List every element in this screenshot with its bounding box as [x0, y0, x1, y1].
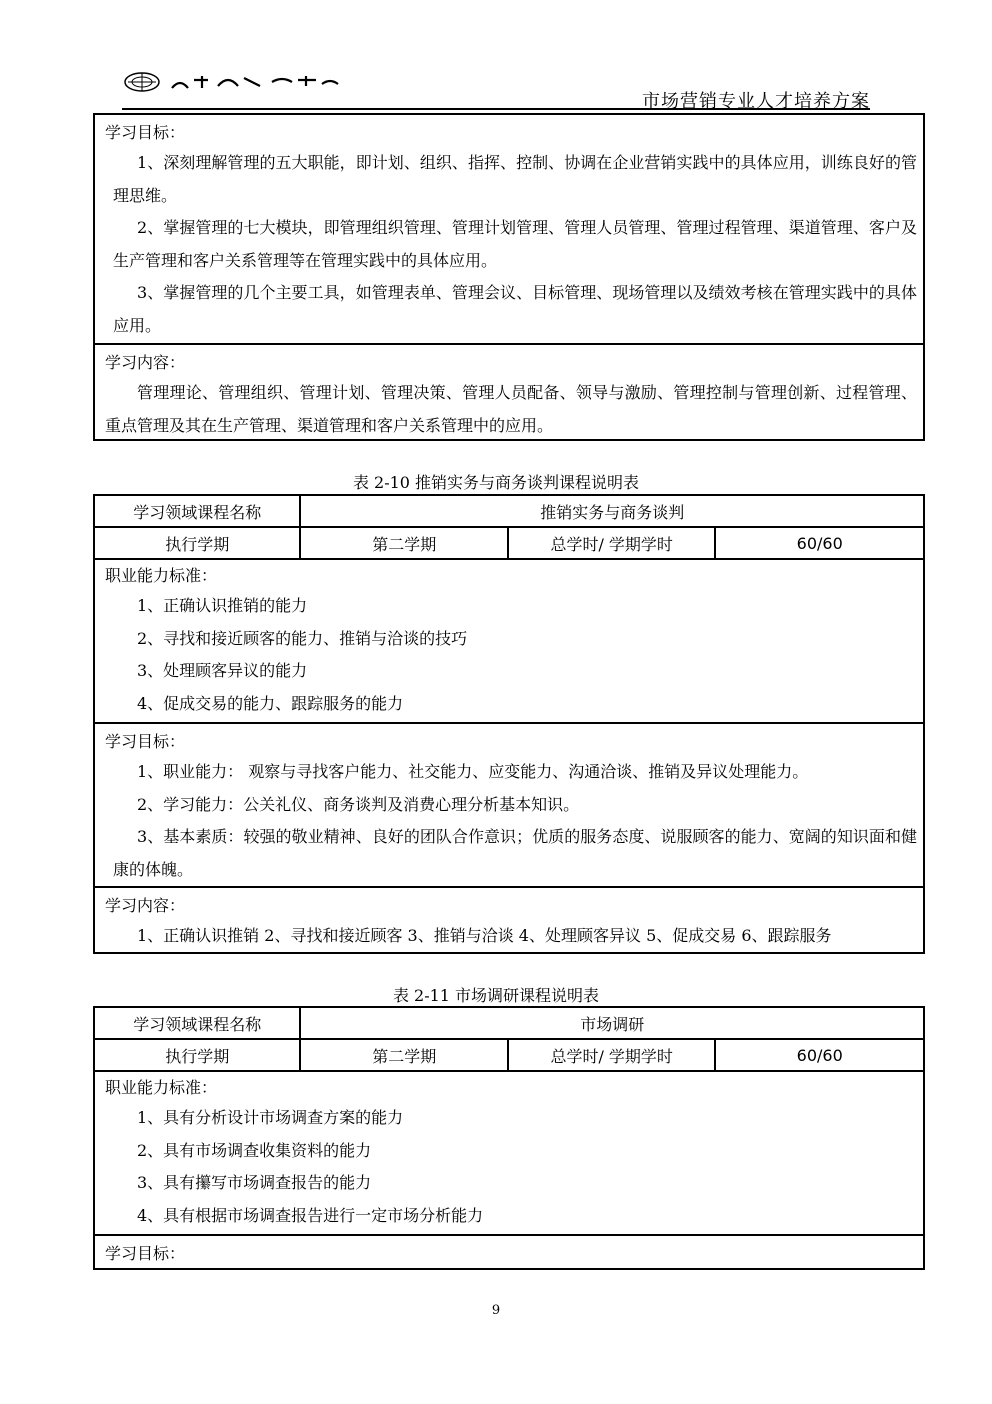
goal-item: 1、职业能力： 观察与寻找客户能力、社交能力、应变能力、沟通洽谈、推销及异议处理能力。: [137, 762, 809, 781]
standard-item: 2、具有市场调查收集资料的能力: [137, 1140, 372, 1160]
term-label: 执行学期: [94, 527, 300, 559]
term-value: 第二学期: [300, 527, 507, 559]
hours-label: 总学时/ 学期学时: [508, 527, 715, 559]
standard-item: 3、处理顾客异议的能力: [137, 661, 308, 680]
learning-content-text: 管理理论、管理组织、管理计划、管理决策、管理人员配备、领导与激励、管理控制与管理创新、过程管理、重点管理及其在生产管理、渠道管理和客户关系管理中的应用。: [105, 383, 917, 435]
standard-item: 1、具有分析设计市场调查方案的能力: [137, 1108, 404, 1127]
course-info-table: [93, 494, 925, 560]
table-row: [94, 1007, 924, 1039]
standard-item: 4、具有根据市场调查报告进行一定市场分析能力: [137, 1205, 484, 1225]
document-title: 市场营销专业人才培养方案: [642, 91, 870, 112]
goal-item: 3、掌握管理的几个主要工具，如管理表单、管理会议、目标管理、现场管理以及绩效考核在管理实践中的具体应用。: [113, 283, 917, 335]
school-logo-icon: [122, 70, 342, 94]
course-detail-block: [93, 1070, 925, 1270]
table-caption: 表 2-11 市场调研课程说明表: [392, 986, 600, 1005]
ability-standard-section: [95, 1070, 923, 1236]
course-info-table: [93, 1006, 925, 1072]
ability-standard-section: [95, 558, 923, 724]
standard-item: 2、寻找和接近顾客的能力、推销与洽谈的技巧: [137, 628, 468, 648]
header-rule: [122, 108, 870, 110]
learning-content-text: 1、正确认识推销 2、寻找和接近顾客 3、推销与洽谈 4、处理顾客异议 5、促成交易 6、跟踪服务: [137, 926, 832, 945]
course-detail-block: [93, 558, 925, 954]
learning-content-label: 学习内容：: [105, 896, 186, 915]
hours-value: 60/60: [715, 1039, 924, 1071]
learning-content-section: [95, 888, 923, 953]
hours-label: 总学时/ 学期学时: [508, 1039, 715, 1071]
learning-goals-label: 学习目标：: [105, 1244, 186, 1263]
course-name-label: 学习领域课程名称: [94, 1007, 300, 1039]
learning-goals-section: [95, 115, 923, 345]
goal-item: 1、深刻理解管理的五大职能，即计划、组织、指挥、控制、协调在企业营销实践中的具体应用，训练良好的管理思维。: [113, 153, 917, 205]
page-number: 9: [491, 1303, 501, 1318]
learning-goals-label: 学习目标：: [105, 732, 186, 751]
page-header: [122, 66, 870, 110]
goal-item: 2、学习能力：公关礼仪、商务谈判及消费心理分析基本知识。: [137, 794, 580, 814]
goal-item: 3、基本素质：较强的敬业精神、良好的团队合作意识；优质的服务态度、说服顾客的能力、宽阔的知识面和健康的体魄。: [113, 827, 917, 879]
learning-goals-section: [95, 724, 923, 888]
course-name-label: 学习领域课程名称: [94, 495, 300, 527]
standard-item: 3、具有攥写市场调查报告的能力: [137, 1173, 372, 1192]
learning-content-label: 学习内容：: [105, 353, 186, 372]
management-course-block: [93, 113, 925, 441]
goal-item: 2、掌握管理的七大模块，即管理组织管理、管理计划管理、管理人员管理、管理过程管理、渠道管理、客户及生产管理和客户关系管理等在管理实践中的具体应用。: [113, 218, 917, 270]
learning-content-section: [95, 345, 923, 442]
standard-item: 1、正确认识推销的能力: [137, 596, 308, 615]
ability-standard-label: 职业能力标准：: [105, 566, 218, 585]
table-row: [94, 495, 924, 527]
ability-standard-label: 职业能力标准：: [105, 1078, 218, 1097]
learning-goals-label: 学习目标：: [105, 123, 186, 142]
table-row: [94, 527, 924, 559]
course-name-value: 推销实务与商务谈判: [300, 495, 924, 527]
table-caption: 表 2-10 推销实务与商务谈判课程说明表: [352, 473, 640, 492]
term-value: 第二学期: [300, 1039, 507, 1071]
term-label: 执行学期: [94, 1039, 300, 1071]
hours-value: 60/60: [715, 527, 924, 559]
course-name-value: 市场调研: [300, 1007, 924, 1039]
learning-goals-section: [95, 1236, 923, 1268]
table-row: [94, 1039, 924, 1071]
standard-item: 4、促成交易的能力、跟踪服务的能力: [137, 693, 404, 713]
